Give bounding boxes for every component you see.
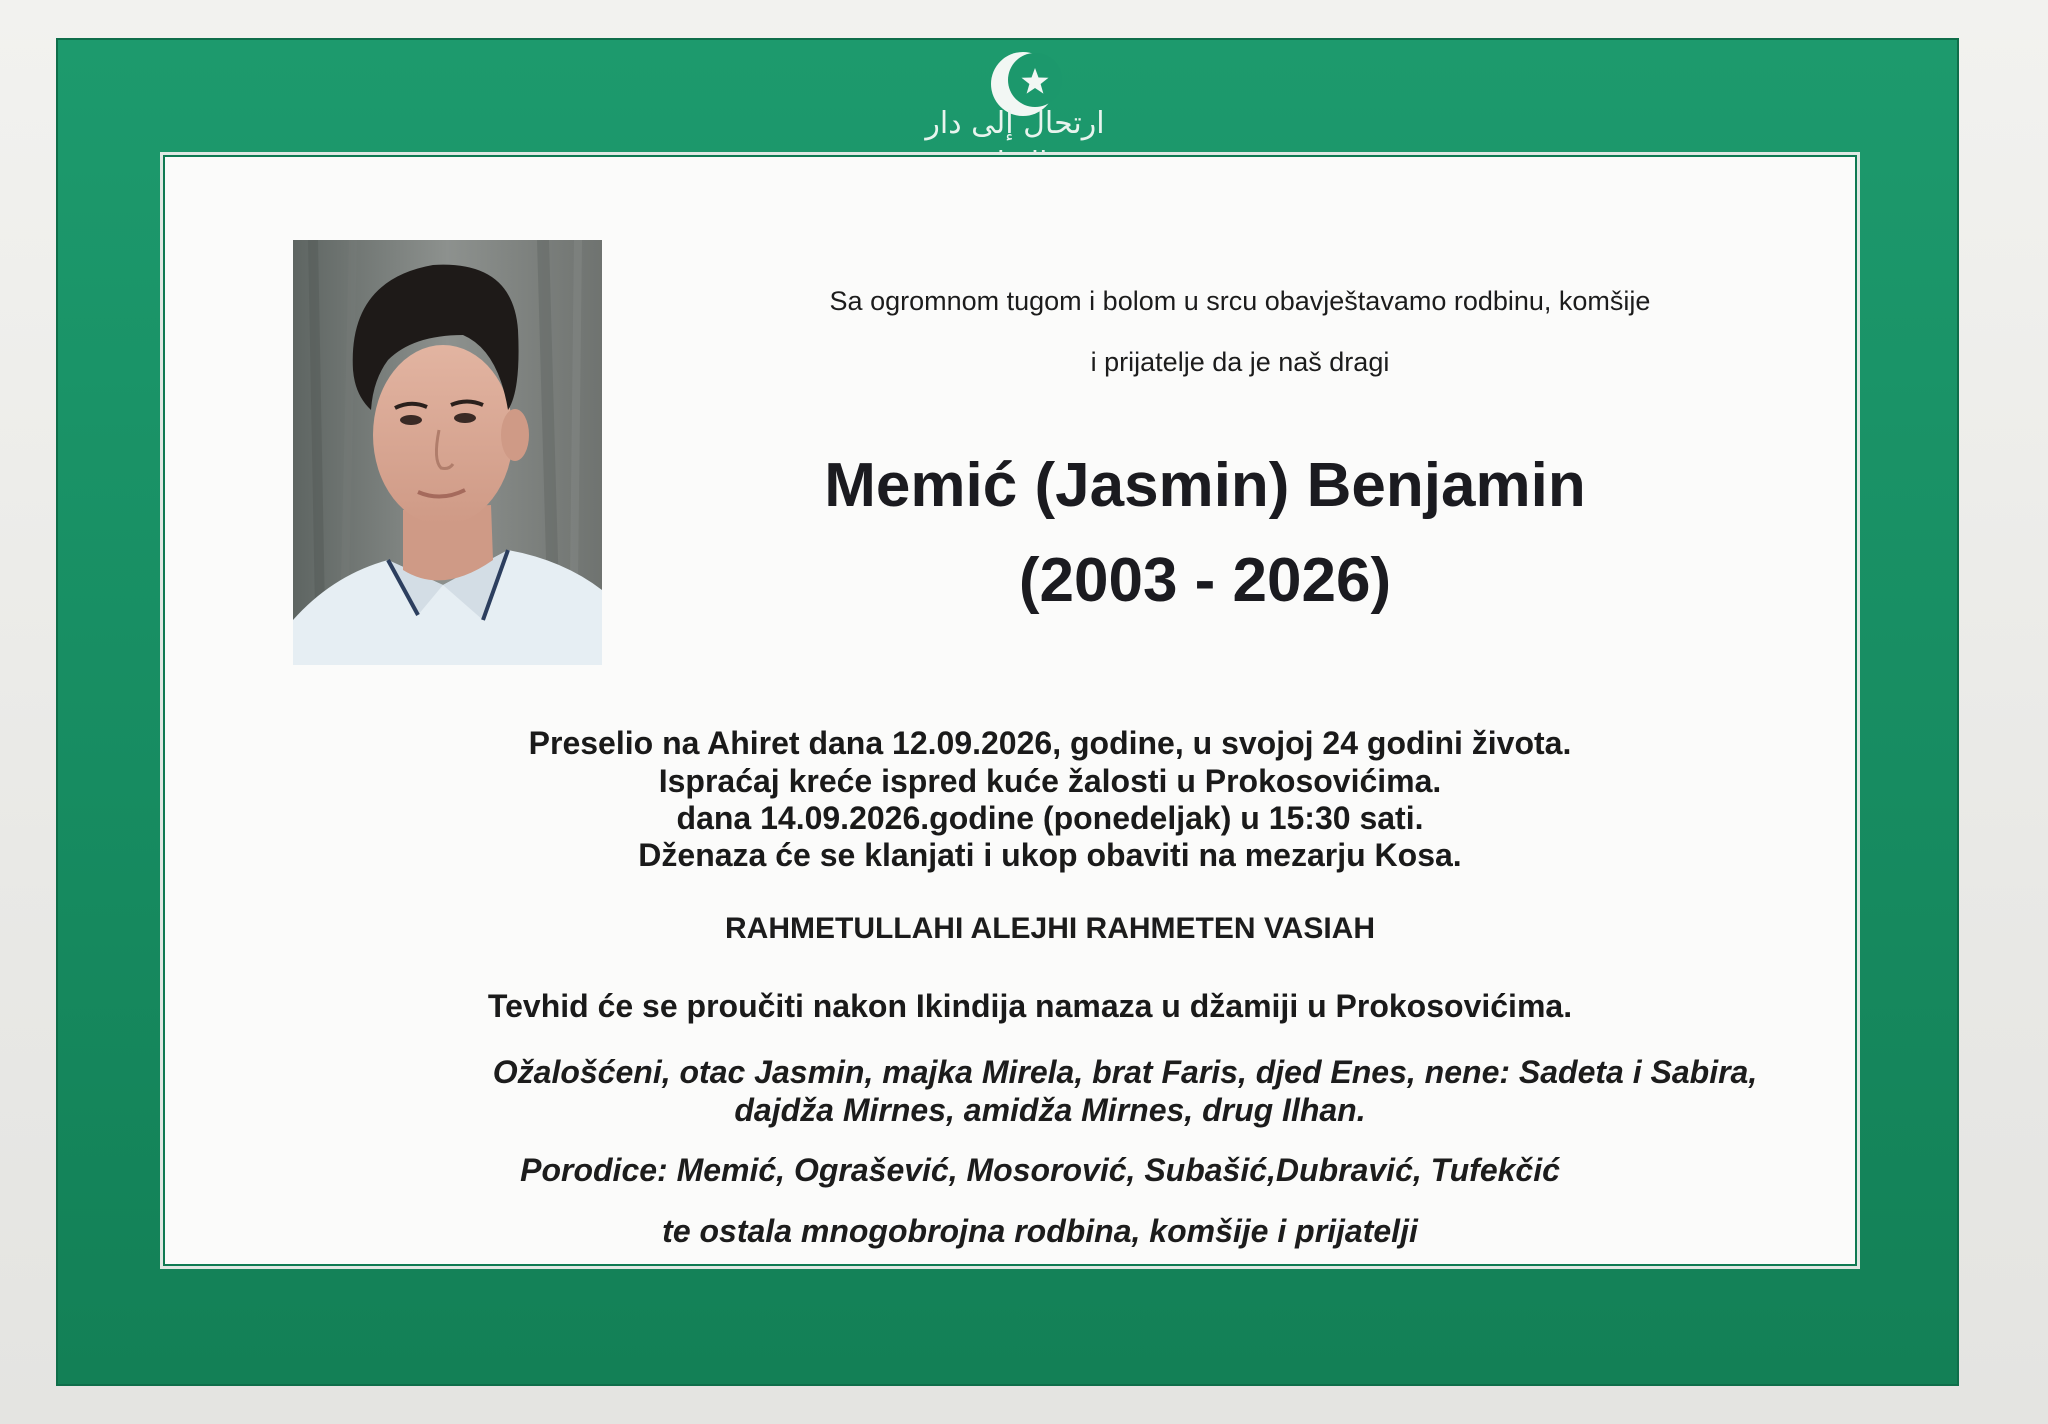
prayer-line: RAHMETULLAHI ALEJHI RAHMETEN VASIAH [725,912,1375,945]
details-line-3: dana 14.09.2026.godine (ponedeljak) u 15:30 sati. [676,800,1424,836]
intro-line-1: Sa ogromnom tugom i bolom u srcu obavještavamo rodbinu, komšije [829,286,1651,316]
portrait-photo [293,240,602,665]
families-line-2: te ostala mnogobrojna rodbina, komšije i prijatelji [662,1213,1418,1249]
details-line-4: Dženaza će se klanjati i ukop obaviti na mezarju Kosa. [638,837,1462,873]
mourners-line-2: dajdža Mirnes, amidža Mirnes, drug Ilhan. [734,1092,1366,1128]
deceased-name: Memić (Jasmin) Benjamin [824,451,1586,520]
intro-line-2: i prijatelje da je naš dragi [1090,347,1390,377]
details-line-1: Preselio na Ahiret dana 12.09.2026, godine, u svojoj 24 godini života. [528,725,1572,761]
details-line-2: Ispraćaj kreće ispred kuće žalosti u Prokosovićima. [658,763,1442,799]
families-line-1: Porodice: Memić, Ograšević, Mosorović, Subašić,Dubravić, Tufekčić [520,1152,1560,1188]
mourners-line-1: Ožalošćeni, otac Jasmin, majka Mirela, brat Faris, djed Enes, nene: Sadeta i Sabira, [492,1054,1758,1090]
deceased-years: (2003 - 2026) [1018,546,1392,615]
tevhid-line: Tevhid će se proučiti nakon Ikindija namaza u džamiji u Prokosovićima. [487,988,1573,1024]
arabic-inscription: ارتحال إلى دار [925,106,1105,141]
